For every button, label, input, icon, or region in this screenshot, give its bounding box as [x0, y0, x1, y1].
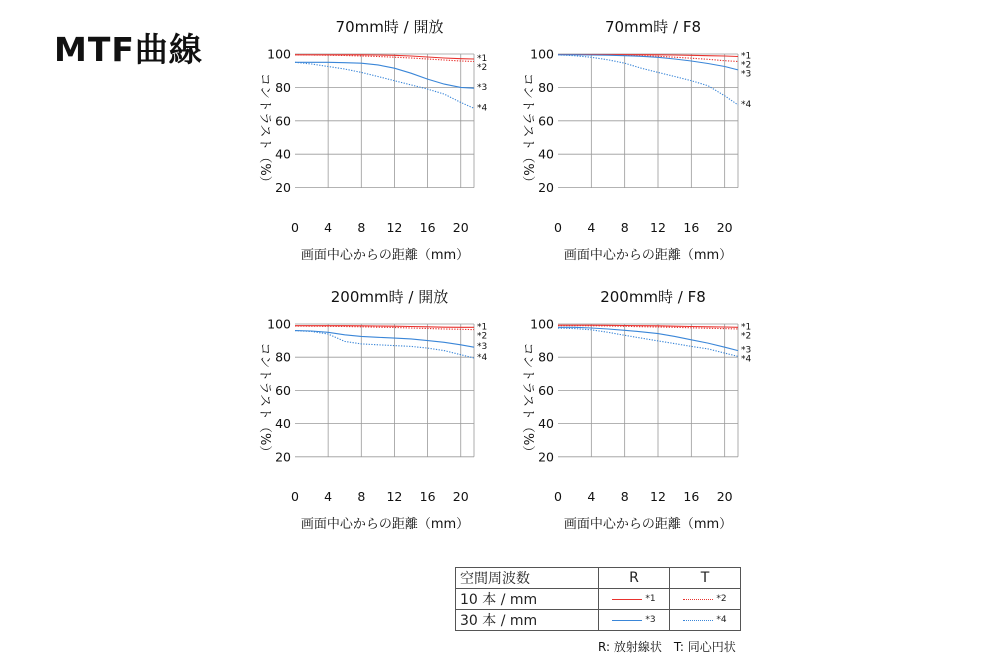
y-tick-label: 100 [530, 316, 554, 332]
mtf-chart-4 [520, 288, 752, 532]
y-tick-label: 60 [538, 382, 554, 398]
legend-mark-1: *1 [645, 594, 656, 604]
legend-sample-r10 [599, 589, 670, 610]
y-tick-label: 20 [538, 180, 554, 196]
x-tick-label: 0 [291, 220, 299, 235]
series-end-label: *4 [741, 99, 752, 110]
x-tick-label: 4 [324, 489, 333, 504]
y-tick-label: 100 [530, 46, 554, 62]
x-tick-label: 16 [683, 489, 700, 504]
series-end-label: *1 [477, 322, 488, 333]
x-tick-label: 16 [419, 489, 436, 504]
y-tick-label: 40 [275, 146, 291, 162]
page-title: MTF曲線 [54, 30, 203, 69]
legend-header-t: T [670, 568, 741, 589]
legend-sample-t10 [670, 589, 741, 610]
x-tick-label: 4 [587, 489, 596, 504]
y-axis-label: コントラスト（%） [257, 72, 272, 189]
chart-title: 200mm時 / F8 [600, 288, 706, 306]
y-tick-label: 20 [275, 449, 291, 465]
y-tick-label: 40 [538, 416, 554, 432]
y-axis-label: コントラスト（%） [520, 72, 535, 189]
legend-header-frequency: 空間周波数 [456, 568, 599, 589]
chart-title: 200mm時 / 開放 [330, 288, 449, 306]
y-tick-label: 40 [538, 146, 554, 162]
series-end-label: *3 [477, 342, 488, 353]
legend-line-t30 [683, 620, 713, 621]
legend-line-t10 [683, 599, 713, 600]
x-tick-label: 0 [554, 489, 562, 504]
mtf-line-series-4 [295, 331, 474, 358]
legend-sample-t30 [670, 610, 741, 631]
x-tick-label: 8 [620, 489, 629, 504]
mtf-line-series-3 [558, 327, 738, 350]
legend-row-10 [456, 589, 741, 610]
y-tick-label: 80 [538, 79, 554, 95]
x-tick-label: 0 [554, 220, 562, 235]
x-tick-label: 8 [357, 220, 366, 235]
y-tick-label: 20 [275, 180, 291, 196]
x-tick-label: 0 [291, 489, 299, 504]
x-tick-label: 4 [587, 220, 596, 235]
x-tick-label: 20 [452, 220, 469, 235]
mtf-chart-1 [257, 18, 488, 263]
x-tick-label: 12 [386, 489, 403, 504]
legend-note: R: 放射線状 T: 同心円状 [598, 640, 736, 654]
series-end-label: *3 [477, 83, 488, 94]
chart-title: 70mm時 / F8 [604, 18, 702, 36]
x-tick-label: 8 [620, 220, 629, 235]
mtf-line-series-3 [295, 331, 474, 348]
y-tick-label: 80 [275, 349, 291, 365]
x-tick-label: 20 [716, 489, 733, 504]
series-end-label: *1 [741, 322, 752, 333]
x-tick-label: 20 [452, 489, 469, 504]
legend-mark-2: *2 [716, 594, 727, 604]
legend-header-r: R [599, 568, 670, 589]
series-end-label: *4 [477, 103, 488, 114]
series-end-label: *3 [741, 69, 752, 80]
x-axis-label: 画面中心からの距離（mm） [300, 248, 470, 263]
series-end-label: *2 [477, 331, 488, 342]
mtf-chart-2 [520, 18, 752, 263]
mtf-line-series-3 [295, 62, 474, 88]
legend-line-r10 [612, 599, 642, 600]
x-tick-label: 8 [357, 489, 366, 504]
series-end-label: *3 [741, 345, 752, 356]
y-tick-label: 60 [538, 113, 554, 129]
series-end-label: *4 [741, 354, 752, 365]
series-end-label: *2 [741, 331, 752, 342]
y-tick-label: 40 [275, 416, 291, 432]
y-axis-label: コントラスト（%） [520, 342, 535, 459]
legend-row-30 [456, 610, 741, 631]
series-end-label: *1 [477, 54, 488, 65]
x-axis-label: 画面中心からの距離（mm） [300, 517, 470, 532]
y-tick-label: 60 [275, 382, 291, 398]
y-tick-label: 100 [267, 316, 291, 332]
mtf-chart-3 [257, 288, 488, 532]
legend-row-label: 10 本 / mm [456, 589, 599, 610]
y-tick-label: 20 [538, 449, 554, 465]
mtf-line-series-4 [558, 55, 738, 105]
x-tick-label: 4 [324, 220, 333, 235]
x-tick-label: 16 [419, 220, 436, 235]
x-tick-label: 16 [683, 220, 700, 235]
legend-mark-3: *3 [645, 615, 656, 625]
legend-sample-r30 [599, 610, 670, 631]
legend-mark-4: *4 [716, 615, 727, 625]
x-tick-label: 12 [650, 220, 666, 235]
x-tick-label: 20 [716, 220, 733, 235]
legend-table [455, 567, 741, 631]
y-tick-label: 60 [275, 113, 291, 129]
mtf-line-series-4 [295, 62, 474, 108]
x-tick-label: 12 [650, 489, 666, 504]
legend-line-r30 [612, 620, 642, 621]
x-tick-label: 12 [386, 220, 403, 235]
series-end-label: *1 [741, 51, 752, 62]
y-tick-label: 80 [538, 349, 554, 365]
series-end-label: *4 [477, 353, 488, 364]
legend-row-label: 30 本 / mm [456, 610, 599, 631]
y-tick-label: 100 [267, 46, 291, 62]
x-axis-label: 画面中心からの距離（mm） [563, 248, 733, 263]
series-end-label: *2 [477, 63, 488, 74]
series-end-label: *2 [741, 60, 752, 71]
y-tick-label: 80 [275, 79, 291, 95]
x-axis-label: 画面中心からの距離（mm） [563, 517, 733, 532]
legend-header-row [456, 568, 741, 589]
y-axis-label: コントラスト（%） [257, 342, 272, 459]
chart-title: 70mm時 / 開放 [335, 18, 444, 36]
